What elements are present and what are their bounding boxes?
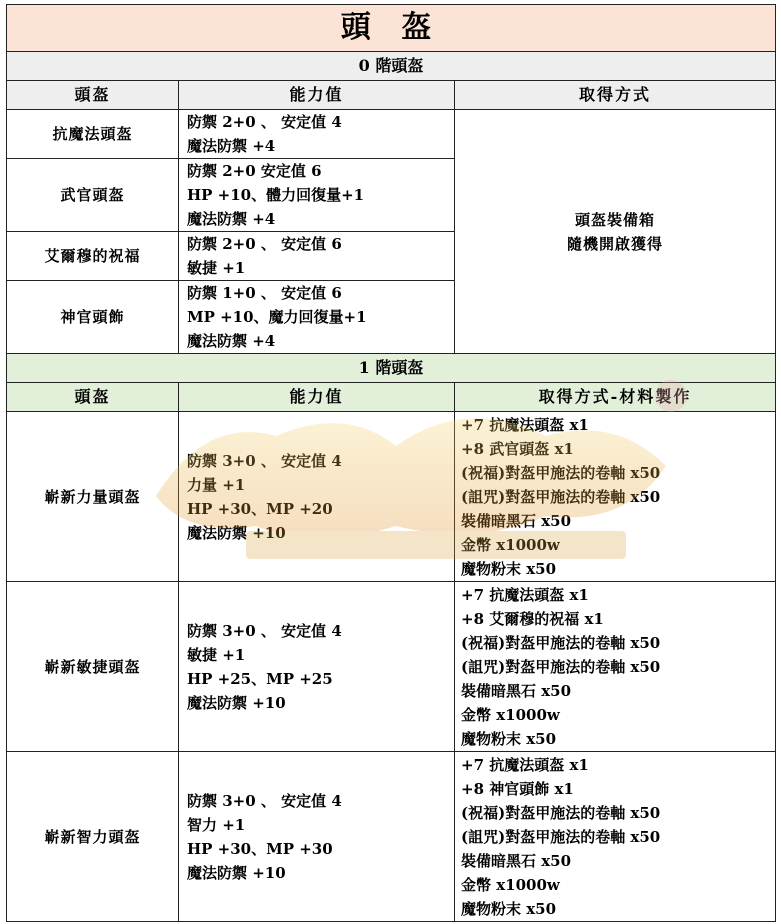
materials-cell xyxy=(455,582,776,752)
helmet-stats xyxy=(179,752,455,922)
stat-line: 智力 +1 xyxy=(187,815,246,834)
material-line: +8 武官頭盔 x1 xyxy=(461,439,574,458)
tier0-heading: 0 階頭盔 xyxy=(7,52,776,81)
tier1-header-row xyxy=(7,383,776,412)
material-line: +7 抗魔法頭盔 x1 xyxy=(461,755,589,774)
helmet-stats xyxy=(179,159,455,232)
stat-line: 防禦 2+0 、 安定值 6 xyxy=(187,235,342,253)
stat-line: 力量 +1 xyxy=(187,475,246,494)
material-line: 魔物粉末 x50 xyxy=(461,899,557,918)
stat-line: 敏捷 +1 xyxy=(187,645,246,664)
page-title: 頭 盔 xyxy=(7,5,776,52)
acquisition-line: 隨機開啟獲得 xyxy=(567,234,664,253)
column-header-materials: 取得方式-材料製作 xyxy=(455,383,776,412)
acquisition-line: 頭盔裝備箱 xyxy=(575,210,656,229)
column-header-stats: 能力值 xyxy=(179,383,455,412)
tier1-heading: 1 階頭盔 xyxy=(7,354,776,383)
material-line: 金幣 x1000w xyxy=(461,535,560,554)
stat-line: 防禦 3+0 、 安定值 4 xyxy=(187,451,342,470)
material-line: 金幣 x1000w xyxy=(461,875,560,894)
material-line: 魔物粉末 x50 xyxy=(461,729,557,748)
stat-line: 魔法防禦 +4 xyxy=(187,210,276,228)
helmet-name: 嶄新力量頭盔 xyxy=(7,412,179,582)
title-row xyxy=(7,5,776,52)
stat-line: 魔法防禦 +10 xyxy=(187,523,286,542)
column-header-helmet: 頭盔 xyxy=(7,81,179,110)
stat-line: MP +10、魔力回復量+1 xyxy=(187,308,367,326)
column-header-helmet: 頭盔 xyxy=(7,383,179,412)
helmet-name: 神官頭飾 xyxy=(7,281,179,354)
stat-line: 魔法防禦 +10 xyxy=(187,863,286,882)
helmet-stats xyxy=(179,412,455,582)
material-line: (祝福)對盔甲施法的卷軸 x50 xyxy=(461,463,661,482)
material-line: 魔物粉末 x50 xyxy=(461,559,557,578)
column-header-stats: 能力值 xyxy=(179,81,455,110)
material-line: (祝福)對盔甲施法的卷軸 x50 xyxy=(461,803,661,822)
stat-line: 魔法防禦 +4 xyxy=(187,332,276,350)
helmet-stats xyxy=(179,281,455,354)
material-line: 裝備暗黑石 x50 xyxy=(461,681,572,700)
table-row xyxy=(7,752,776,922)
material-line: 金幣 x1000w xyxy=(461,705,560,724)
helmet-stats xyxy=(179,582,455,752)
tier1-heading-row xyxy=(7,354,776,383)
stat-line: 魔法防禦 +10 xyxy=(187,693,286,712)
tier0-header-row xyxy=(7,81,776,110)
tier0-heading-row xyxy=(7,52,776,81)
stat-line: HP +30、MP +30 xyxy=(187,839,333,858)
material-line: +7 抗魔法頭盔 x1 xyxy=(461,415,589,434)
stat-line: 敏捷 +1 xyxy=(187,259,246,277)
helmet-stats xyxy=(179,110,455,159)
stat-line: HP +30、MP +20 xyxy=(187,499,333,518)
stat-line: 防禦 3+0 、 安定值 4 xyxy=(187,791,342,810)
helmet-name: 嶄新敏捷頭盔 xyxy=(7,582,179,752)
table-row xyxy=(7,582,776,752)
materials-cell xyxy=(455,752,776,922)
table-row xyxy=(7,110,776,159)
material-line: (詛咒)對盔甲施法的卷軸 x50 xyxy=(461,827,661,846)
helmet-table xyxy=(6,4,776,922)
stat-line: 防禦 2+0 安定值 6 xyxy=(187,162,322,180)
material-line: 裝備暗黑石 x50 xyxy=(461,511,572,530)
helmet-name: 艾爾穆的祝福 xyxy=(7,232,179,281)
material-line: 裝備暗黑石 x50 xyxy=(461,851,572,870)
helmet-name: 嶄新智力頭盔 xyxy=(7,752,179,922)
helmet-name: 武官頭盔 xyxy=(7,159,179,232)
stat-line: 防禦 2+0 、 安定值 4 xyxy=(187,113,342,131)
material-line: (詛咒)對盔甲施法的卷軸 x50 xyxy=(461,657,661,676)
column-header-acquisition: 取得方式 xyxy=(455,81,776,110)
material-line: +7 抗魔法頭盔 x1 xyxy=(461,585,589,604)
stat-line: HP +25、MP +25 xyxy=(187,669,333,688)
helmet-stats xyxy=(179,232,455,281)
material-line: +8 艾爾穆的祝福 x1 xyxy=(461,609,604,628)
material-line: (詛咒)對盔甲施法的卷軸 x50 xyxy=(461,487,661,506)
material-line: (祝福)對盔甲施法的卷軸 x50 xyxy=(461,633,661,652)
table-row xyxy=(7,412,776,582)
acquisition-cell xyxy=(455,110,776,354)
stat-line: 防禦 3+0 、 安定值 4 xyxy=(187,621,342,640)
helmet-name: 抗魔法頭盔 xyxy=(7,110,179,159)
helmet-document xyxy=(6,4,775,922)
material-line: +8 神官頭飾 x1 xyxy=(461,779,574,798)
stat-line: 魔法防禦 +4 xyxy=(187,137,276,155)
materials-cell xyxy=(455,412,776,582)
stat-line: 防禦 1+0 、 安定值 6 xyxy=(187,284,342,302)
stat-line: HP +10、體力回復量+1 xyxy=(187,186,365,204)
